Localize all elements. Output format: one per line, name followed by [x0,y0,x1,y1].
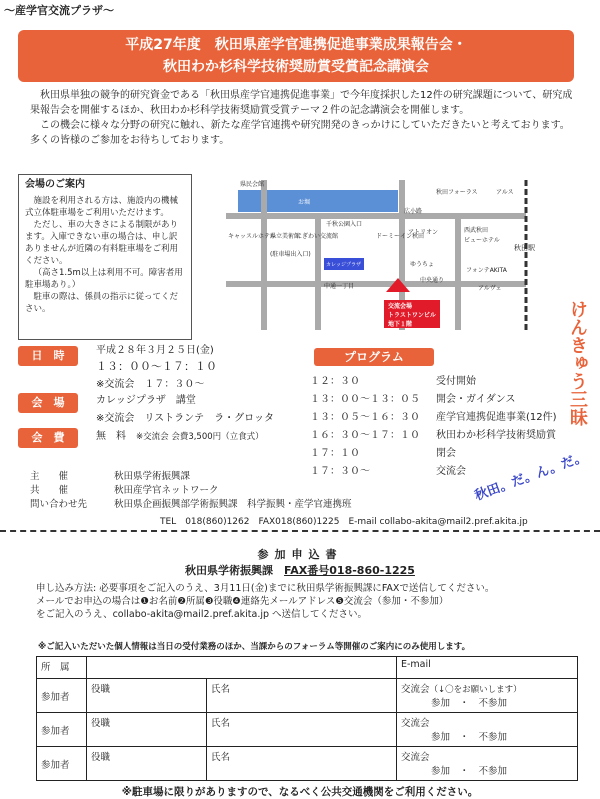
program-row [310,372,476,387]
map-label: 県立美術館 [270,233,301,240]
cohost-label: 共 催 [30,485,69,496]
name-field[interactable] [207,713,397,747]
map-label: キャッスルホテル [228,233,276,240]
program-item: 秋田わか杉科学技術奨励賞 [436,430,556,441]
role-label: 役職 [91,684,111,695]
email-label: E-mail [401,659,431,670]
program-item: 開会・ガイダンス [436,394,516,405]
party-field[interactable] [397,747,578,781]
map-label: ドーミーイン秋田 [376,233,425,240]
program-time: １２：３０ [310,376,360,387]
map-label: 県民会館 [240,181,265,188]
program-time: １７：１０ [310,448,360,459]
role-field[interactable] [87,747,207,781]
access-info-box [18,174,192,340]
akita-logo [472,420,589,520]
map-label: 千秋公園入口 [326,221,363,228]
map-label: 西武秋田 [464,227,489,234]
participant-row [37,679,578,713]
form-note-2: メールでお申込の場合は❶お名前❷所属❸役職❹連絡先メールアドレス❺交流会（参加・不参加） [36,596,449,607]
participant-label: 参加者 [37,713,87,747]
map-label: (駐車場出入口) [270,251,311,258]
event-date: 平成２８年３月２５日(金) [96,345,214,356]
name-label: 氏名 [211,752,231,763]
map-label: 地下１階 [388,321,413,328]
form-note-3: をご記入のうえ、collabo-akita@mail2.pref.akita.jp へ送信してください。 [36,609,368,620]
map-label: ビューホテル [464,237,500,244]
program-item: 受付開始 [436,376,476,387]
intro-text [30,88,575,148]
party-field[interactable] [397,713,578,747]
host-row [30,470,190,483]
fee-note: ※交流会 会費3,500円（立食式） [136,432,264,442]
role-label: 役職 [91,752,111,763]
program-row [310,444,456,459]
title-line-2: 秋田わか杉科学技術奨励賞受賞記念講演会 [163,59,429,75]
participant-label: 参加者 [37,747,87,781]
access-paragraph-2: ただし、車の大きさによる制限があります。入庫できない車の場合は、申し訳ありませんが近隣の有料駐車場をご利用ください。 [25,220,179,266]
program-item: 閉会 [436,448,456,459]
form-title: 参加申込書 [257,548,343,561]
form-subtitle [0,562,600,578]
form-dept: 秋田県学術振興課 [185,564,285,577]
name-label: 氏名 [211,718,231,729]
contact-dept: 秋田県企画振興部学術振興課 科学振興・産学官連携班 [114,499,352,510]
participant-label: 参加者 [37,679,87,713]
map-label: 広小路 [404,208,423,215]
parking-footer-note: ※駐車場に限りがありますので、なるべく公共交通機関をご利用ください。 [121,786,479,798]
map-label: 秋田駅 [514,244,535,252]
logo-text: 秋田。だ。ん。だ。 [472,449,589,504]
party-venue: ※交流会 リストランテ ラ・グロッタ [96,413,274,424]
map-label: アトリオン [408,229,438,236]
program-item: 産学官連携促進事業(12件) [436,412,557,423]
party-label: 交流会 [401,684,430,695]
form-instructions [36,582,581,621]
intro-paragraph-2: この機会に様々な分野の研究に触れ、新たな産学官連携や研究開発のきっかけにしていただきたいと考えております。多くの皆様のご参加をお待ちしております。 [30,120,570,146]
access-title: 会場のご案内 [25,179,85,190]
program-row [310,462,466,477]
party-time: ※交流会 １７：３０〜 [96,379,205,390]
party-label: 交流会 [401,718,430,729]
email-field[interactable] [397,657,578,679]
role-field[interactable] [87,713,207,747]
program-time: １６：３０〜１７：１０ [310,430,420,441]
map-label: トラストワンビル [388,312,436,319]
title-line-1: 平成27年度 秋田県産学官連携促進事業成果報告会・ [125,37,467,53]
program-row [310,390,516,405]
name-field[interactable] [207,679,397,713]
cut-line [0,530,600,532]
map-label: お堀 [298,199,311,206]
access-paragraph-3: （高さ1.5m以上は利用不可。障害者用駐車場あり。） [25,268,183,290]
event-venue: カレッジプラザ 講堂 [96,395,196,406]
affiliation-label: 所 属 [37,657,87,679]
event-time: １３：００〜１７：１０ [96,360,217,373]
affiliation-field[interactable] [87,657,397,679]
title-banner [18,30,574,82]
name-label: 氏名 [211,684,231,695]
cohost: 秋田産学官ネットワーク [114,485,219,496]
host-label: 主 催 [30,471,69,482]
registration-table [36,656,578,781]
program-title-badge: プログラム [314,348,434,366]
map-label: アルヴェ [478,285,502,292]
fee-label-badge: 会費 [18,428,78,448]
party-options: 参加 ・ 不参加 [431,698,508,709]
event-series-tag: 〜産学官交流プラザ〜 [4,4,114,17]
map-label: カレッジプラザ [326,262,361,268]
role-label: 役職 [91,718,111,729]
access-paragraph-4: 駐車の際は、係員の指示に従ってください。 [25,292,179,314]
party-hint: （↓〇をお願いします） [429,685,522,695]
form-fax: FAX番号018-860-1225 [284,564,415,577]
map-label: ゆうちょ [410,261,435,268]
map-label: 中央通り [420,277,445,284]
cohost-row [30,484,219,497]
side-slogan: けんきゅう三昧 [567,300,588,426]
name-field[interactable] [207,747,397,781]
privacy-note: ※ご記入いただいた個人情報は当日の受付業務のほか、当課からのフォーラム等開催のご案内にのみ使用します。 [38,642,471,652]
affiliation-row [37,657,578,679]
venue-map [226,180,546,330]
party-label: 交流会 [401,752,430,763]
participant-row [37,713,578,747]
party-options: 参加 ・ 不参加 [431,732,508,743]
venue-label-badge: 会場 [18,393,78,413]
map-label: フォンテAKITA [466,267,507,274]
fee-free: 無 料 [96,431,126,442]
intro-paragraph-1: 秋田県単独の競争的研究資金である「秋田県産学官連携促進事業」で今年度採択した12件の研究課題について、研究成果報告会を開催するほか、秋田わか杉科学技術奨励賞受賞テーマ２件の記念講演会を開催します。 [30,90,573,116]
map-label: 秋田フォーラス [436,189,478,196]
form-note-1: 申し込み方法: 必要事項をご記入のうえ、3月11日(金)までに秋田県学術振興課にFAXで送信してください。 [36,583,495,594]
program-time: １３：００〜１３：０５ [310,394,420,405]
map-label: 中通一丁目 [324,283,355,290]
role-field[interactable] [87,679,207,713]
map-label: アルス [496,189,514,196]
date-label-badge: 日時 [18,346,78,366]
event-fee [96,430,264,444]
party-field[interactable] [397,679,578,713]
contact-row [30,498,352,511]
program-item: 交流会 [436,466,466,477]
party-options: 参加 ・ 不参加 [431,766,508,777]
contact-label: 問い合わせ先 [30,499,88,510]
access-paragraph-1: 施設を利用される方は、施設内の機械式立体駐車場をご利用いただけます。 [25,196,179,218]
map-label: にぎわい交流館 [296,233,339,240]
participant-row [37,747,578,781]
host: 秋田県学術振興課 [114,471,191,482]
map-label: 交流会場 [388,303,413,310]
contact-tel-fax-email: TEL 018(860)1262 FAX018(860)1225 E-mail collabo-akita@mail2.pref.akita.jp [160,517,528,527]
program-time: １３：０５〜１６：３０ [310,412,420,423]
program-time: １７：３０〜 [310,466,370,477]
